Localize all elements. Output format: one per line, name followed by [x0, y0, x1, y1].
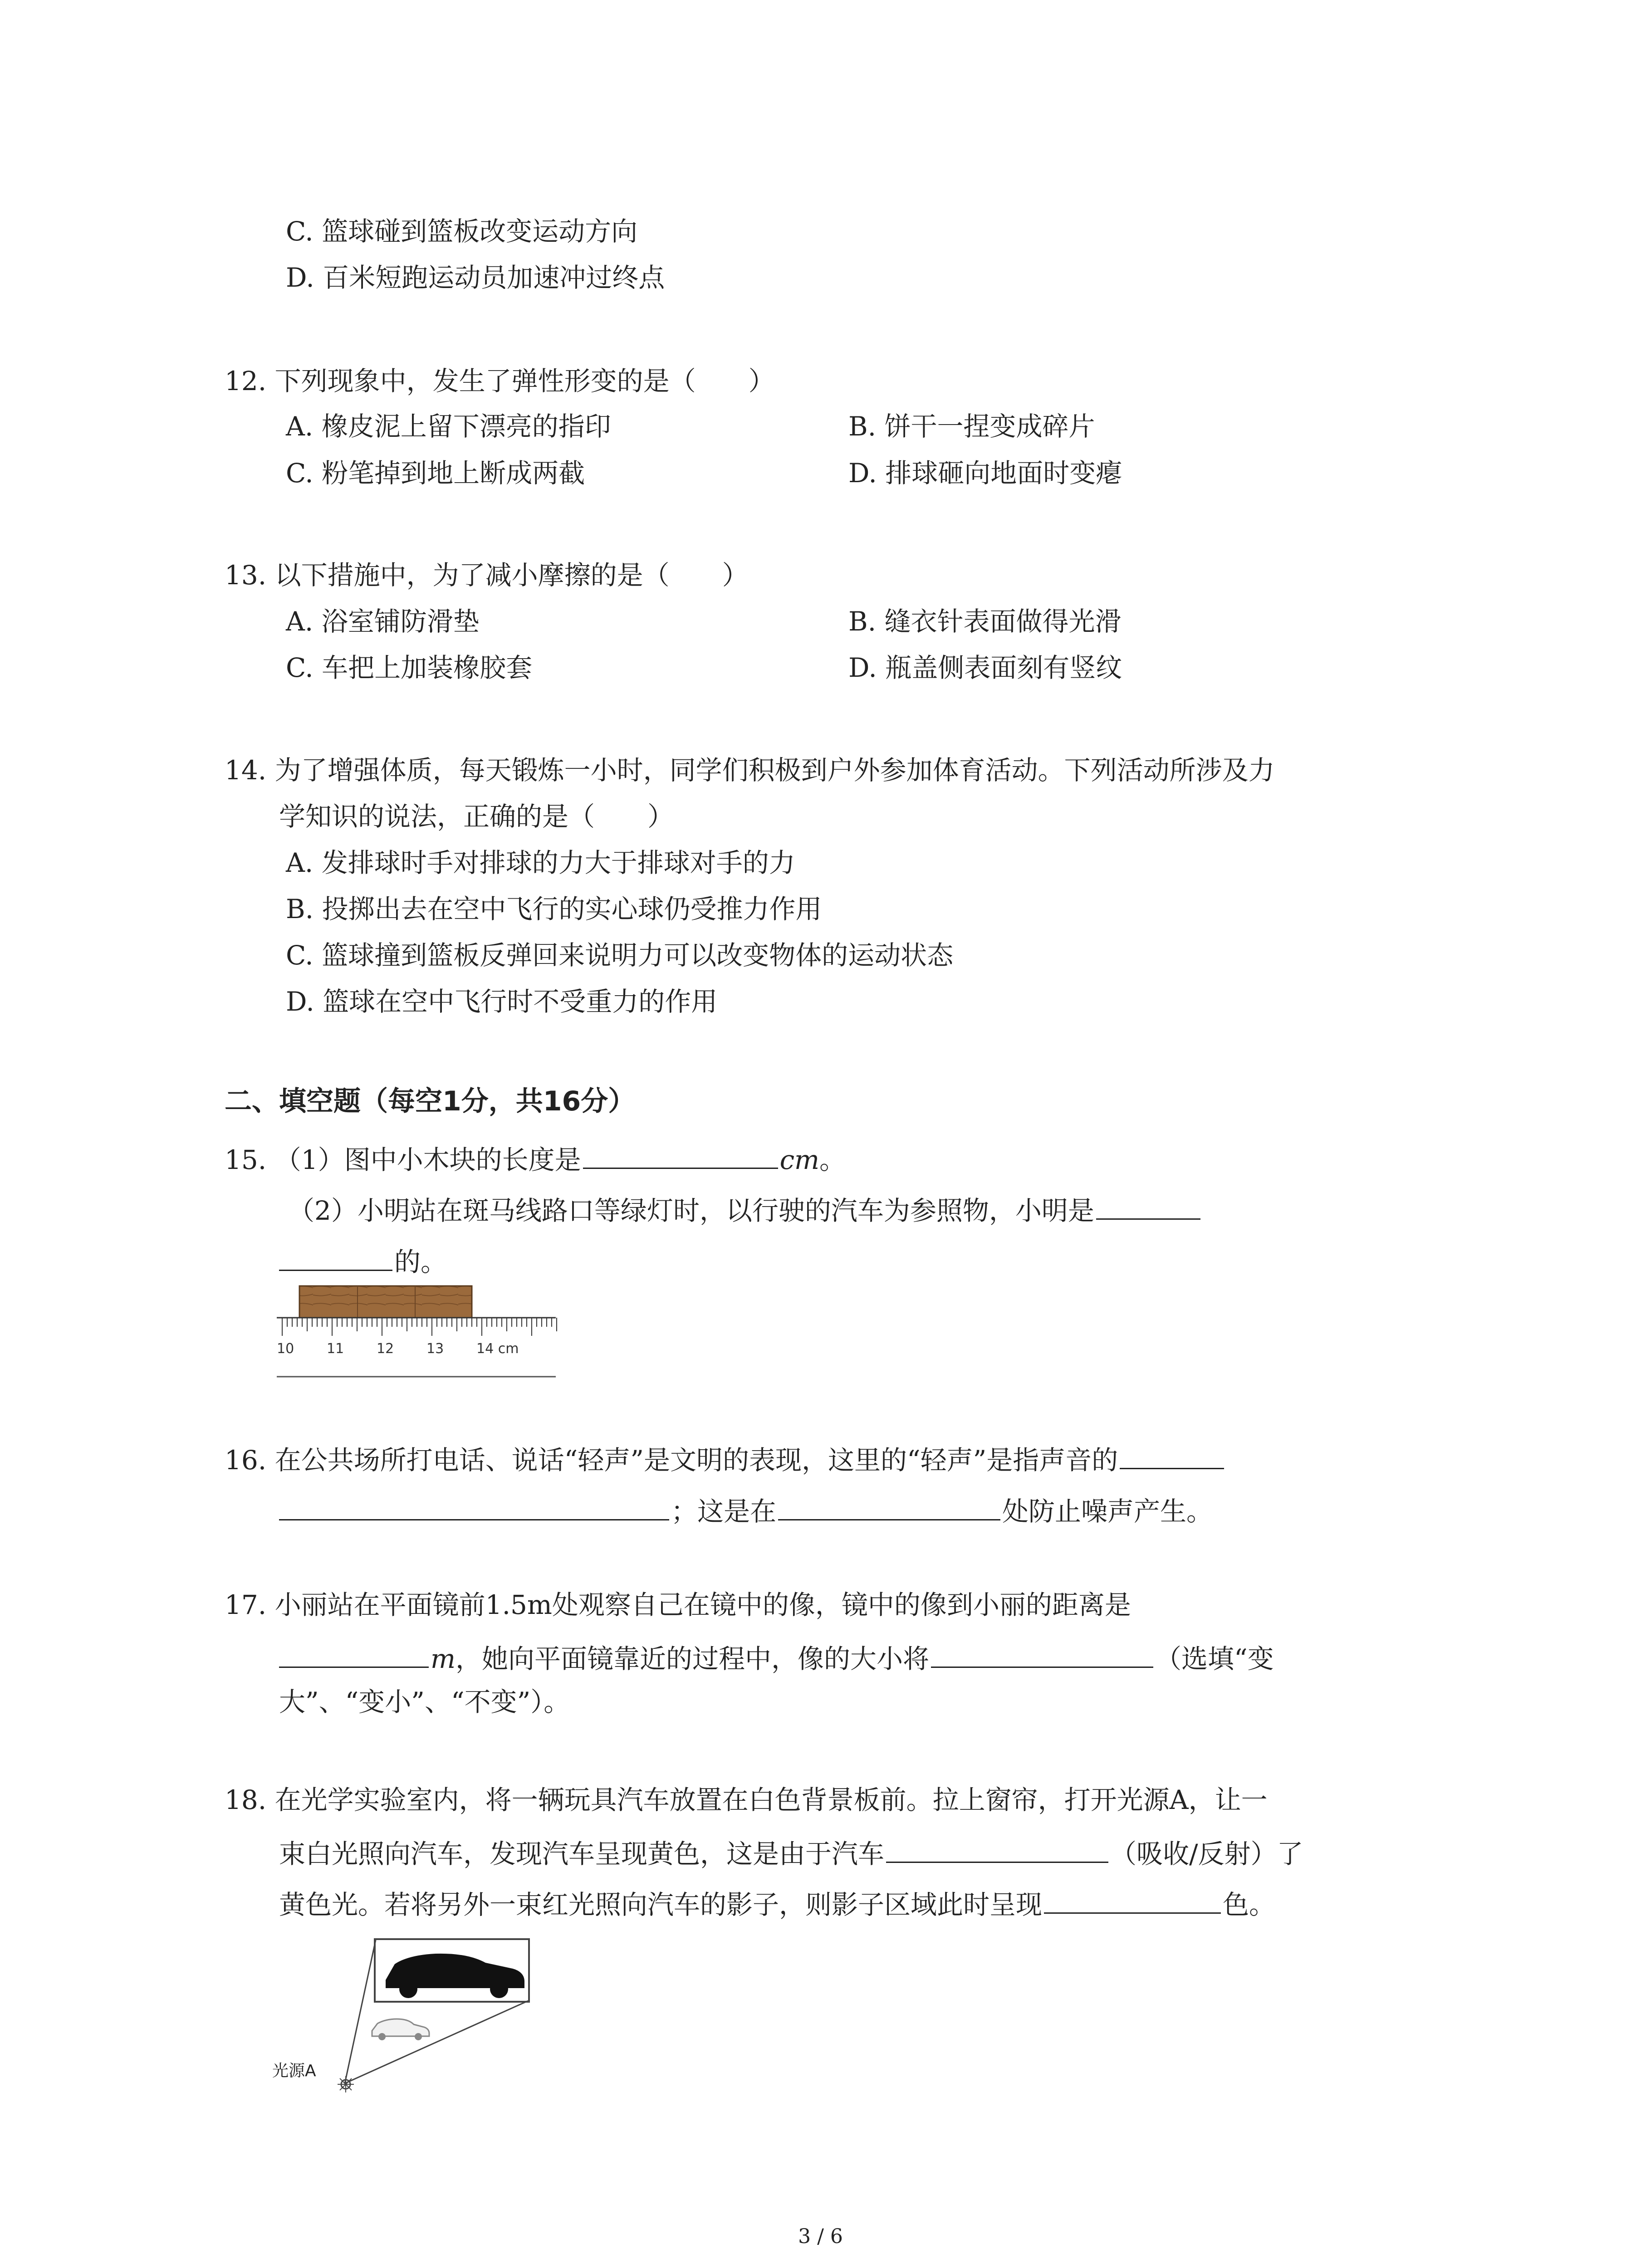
q11-option-d: D. 百米短跑运动员加速冲过终点 [286, 262, 665, 293]
q18-blank-absorb-reflect [886, 1833, 1108, 1863]
q15-blank-motion-a [1096, 1189, 1200, 1220]
q16-line1 [225, 1439, 1226, 1478]
q14-option-b: B. 投掷出去在空中飞行的实心球仍受推力作用 [286, 894, 822, 924]
q16-text1: 16. 在公共场所打电话、说话“轻声”是文明的表现，这里的“轻声”是指声音的 [225, 1445, 1118, 1476]
q16-blank-1b [279, 1490, 669, 1520]
q13-option-a: A. 浴室铺防滑垫 [286, 606, 480, 637]
light-source-figure [272, 1930, 554, 2102]
ruler-label: 10 [277, 1341, 294, 1357]
q13-stem: 13. 以下措施中，为了减小摩擦的是（ ） [225, 560, 749, 591]
q15-part1-end: 。 [819, 1144, 846, 1175]
q15-part2-end: 的。 [394, 1246, 447, 1277]
q15-part1 [225, 1139, 846, 1178]
q15-blank-motion-b [279, 1241, 392, 1271]
q16-text2: ；这是在 [671, 1496, 777, 1527]
q14-stem-line1: 14. 为了增强体质，每天锻炼一小时，同学们积极到户外参加体育活动。下列活动所涉及力 [225, 755, 1275, 786]
q18-text3b: 色。 [1223, 1889, 1276, 1920]
q18-text3a: 黄色光。若将另外一束红光照向汽车的影子，则影子区域此时呈现 [279, 1889, 1043, 1920]
q12-option-d: D. 排球砸向地面时变瘪 [848, 458, 1122, 489]
q13-option-d: D. 瓶盖侧表面刻有竖纹 [848, 652, 1122, 683]
q17-text2: ，她向平面镜靠近的过程中，像的大小将 [456, 1643, 930, 1674]
q17-line3: 大”、“变小”、“不变”）。 [279, 1686, 570, 1717]
section-heading-fill-blank: 二、填空题（每空1分，共16分） [225, 1085, 636, 1117]
q15-part1-text: 15. （1）图中小木块的长度是 [225, 1144, 581, 1175]
page-number: 3 / 6 [798, 2225, 843, 2248]
q17-line2 [279, 1637, 1274, 1677]
q14-option-c: C. 篮球撞到篮板反弹回来说明力可以改变物体的运动状态 [286, 940, 954, 971]
ruler-label: 13 [426, 1341, 444, 1357]
q17-blank-size [931, 1637, 1153, 1668]
q16-blank-2 [778, 1490, 1000, 1520]
q14-option-a: A. 发排球时手对排球的力大于排球对手的力 [286, 847, 795, 878]
ruler-labels [277, 1341, 519, 1357]
q16-blank-1a [1120, 1439, 1224, 1469]
q13-option-b: B. 缝衣针表面做得光滑 [848, 606, 1122, 637]
q17-unit: m [431, 1643, 456, 1674]
q15-part2-cont [279, 1241, 447, 1280]
wood-block [299, 1286, 472, 1318]
q18-text2b: （吸收/反射）了 [1110, 1838, 1303, 1869]
q14-stem-line2: 学知识的说法，正确的是（ ） [279, 801, 674, 832]
ruler-label: 12 [377, 1341, 394, 1357]
ruler-label: 11 [327, 1341, 344, 1357]
q12-option-a: A. 橡皮泥上留下漂亮的指印 [286, 411, 611, 442]
q18-text2a: 束白光照向汽车，发现汽车呈现黄色，这是由于汽车 [279, 1838, 885, 1869]
q15-unit: cm [779, 1144, 820, 1175]
q15-blank-length [583, 1139, 778, 1169]
q18-line3 [279, 1883, 1275, 1923]
q14-option-d: D. 篮球在空中飞行时不受重力的作用 [286, 986, 718, 1017]
q18-blank-color [1044, 1883, 1221, 1914]
q12-option-c: C. 粉笔掉到地上断成两截 [286, 458, 585, 489]
q17-line1: 17. 小丽站在平面镜前1.5m处观察自己在镜中的像，镜中的像到小丽的距离是 [225, 1589, 1131, 1620]
q11-option-c: C. 篮球碰到篮板改变运动方向 [286, 216, 638, 247]
q13-option-c: C. 车把上加装橡胶套 [286, 652, 533, 683]
q12-stem: 12. 下列现象中，发生了弹性形变的是（ ） [225, 366, 775, 396]
q17-text3: （选填“变 [1155, 1643, 1274, 1674]
q16-text3: 处防止噪声产生。 [1002, 1496, 1213, 1527]
q15-part2 [288, 1189, 1202, 1229]
ruler-figure [277, 1281, 558, 1381]
toy-car [372, 2019, 429, 2040]
q16-line2 [279, 1490, 1213, 1530]
light-source-icon [338, 2076, 354, 2092]
q18-line1: 18. 在光学实验室内，将一辆玩具汽车放置在白色背景板前。拉上窗帘，打开光源A，让一 [225, 1784, 1268, 1815]
ruler-scale [277, 1318, 557, 1336]
ruler-label: 14 cm [476, 1341, 519, 1357]
light-source-label: 光源A [272, 2062, 316, 2080]
q18-line2 [279, 1833, 1303, 1872]
q17-blank-distance [279, 1637, 429, 1668]
q12-option-b: B. 饼干一捏变成碎片 [848, 411, 1095, 442]
q15-part2-text: （2）小明站在斑马线路口等绿灯时，以行驶的汽车为参照物，小明是 [288, 1195, 1094, 1226]
